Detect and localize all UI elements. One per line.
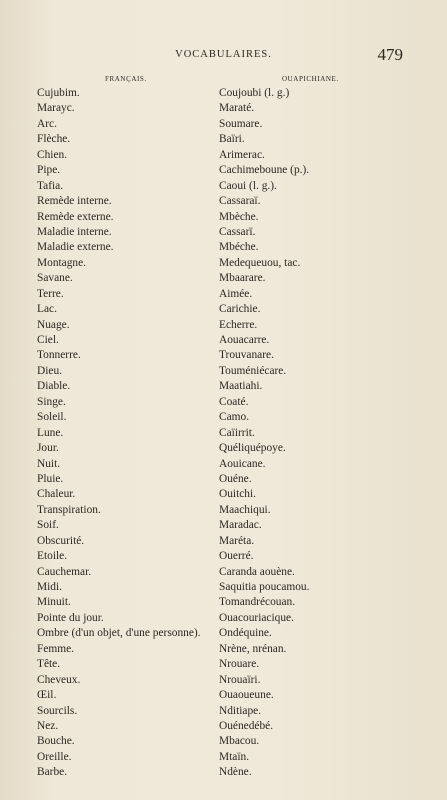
french-term: Jour. [37, 442, 59, 455]
french-term: Soif. [37, 519, 59, 532]
ouapichiane-term: Cassaraï. [219, 195, 261, 208]
vocabulary-row [37, 410, 427, 425]
french-term: Remède interne. [37, 195, 112, 208]
vocabulary-row [37, 271, 427, 286]
french-term: Cheveux. [37, 673, 81, 686]
vocabulary-row [37, 210, 427, 225]
french-term: Etoile. [37, 550, 68, 563]
vocabulary-row [37, 163, 427, 178]
vocabulary-row [37, 549, 427, 564]
vocabulary-row [37, 765, 427, 780]
vocabulary-row [37, 101, 427, 116]
ouapichiane-term: Caïirrit. [219, 426, 255, 439]
ouapichiane-term: Caranda aouène. [219, 565, 295, 578]
vocabulary-row [37, 626, 427, 641]
french-term: Femme. [37, 642, 75, 655]
ouapichiane-term: Ouaoueune. [219, 689, 274, 702]
ouapichiane-term: Soumare. [219, 117, 263, 130]
column-header-ouapichiane: OUAPICHIANE. [282, 75, 339, 83]
french-term: Tonnerre. [37, 349, 81, 362]
ouapichiane-term: Mtaïn. [219, 750, 250, 763]
french-term: Nuage. [37, 318, 70, 331]
french-term: Flèche. [37, 133, 71, 146]
vocabulary-row [37, 132, 427, 147]
ouapichiane-term: Ouéne. [219, 472, 252, 485]
vocabulary-row [37, 719, 427, 734]
ouapichiane-term: Camo. [219, 411, 250, 424]
vocabulary-row [37, 302, 427, 317]
french-term: Sourcils. [37, 704, 78, 717]
vocabulary-row [37, 642, 427, 657]
french-term: Montagne. [37, 256, 87, 269]
ouapichiane-term: Arimerac. [219, 148, 265, 161]
ouapichiane-term: Aouicane. [219, 457, 266, 470]
french-term: Remède externe. [37, 210, 114, 223]
french-term: Obscurité. [37, 534, 85, 547]
vocabulary-row [37, 148, 427, 163]
ouapichiane-term: Carichie. [219, 303, 261, 316]
ouapichiane-term: Nditiape. [219, 704, 262, 717]
ouapichiane-term: Nrouare. [219, 658, 260, 671]
ouapichiane-term: Ouénedébé. [219, 719, 274, 732]
french-term: Terre. [37, 287, 64, 300]
vocabulary-row [37, 595, 427, 610]
ouapichiane-term: Maatiahi. [219, 380, 263, 393]
vocabulary-row [37, 240, 427, 255]
french-term: Arc. [37, 117, 57, 130]
ouapichiane-term: Maradac. [219, 519, 262, 532]
ouapichiane-term: Mbacou. [219, 735, 260, 748]
ouapichiane-term: Baïri. [219, 133, 245, 146]
french-term: Pipe. [37, 164, 61, 177]
french-term: Lac. [37, 303, 57, 316]
french-term: Minuit. [37, 596, 71, 609]
vocabulary-row [37, 333, 427, 348]
ouapichiane-term: Touméniécare. [219, 364, 287, 377]
vocabulary-row [37, 565, 427, 580]
vocabulary-row [37, 86, 427, 101]
vocabulary-row [37, 364, 427, 379]
vocabulary-row [37, 318, 427, 333]
french-term: Tafia. [37, 179, 64, 192]
french-term: Oreille. [37, 750, 72, 763]
ouapichiane-term: Medequeuou, tac. [219, 256, 301, 269]
french-term: Pluie. [37, 472, 64, 485]
vocabulary-row [37, 750, 427, 765]
vocabulary-row [37, 225, 427, 240]
french-term: Transpiration. [37, 503, 101, 516]
vocabulary-row [37, 518, 427, 533]
vocabulary-row [37, 395, 427, 410]
ouapichiane-term: Coaté. [219, 395, 249, 408]
vocabulary-row [37, 657, 427, 672]
french-term: Soleil. [37, 411, 67, 424]
vocabulary-row [37, 348, 427, 363]
vocabulary-row [37, 611, 427, 626]
vocabulary-row [37, 734, 427, 749]
vocabulary-row [37, 117, 427, 132]
french-term: Lune. [37, 426, 64, 439]
ouapichiane-term: Maachiqui. [219, 503, 271, 516]
french-term: Maladie externe. [37, 241, 114, 254]
french-term: Dieu. [37, 364, 62, 377]
french-term: Chaleur. [37, 488, 76, 501]
page-number: 479 [377, 45, 403, 64]
vocabulary-row [37, 503, 427, 518]
ouapichiane-term: Mbèche. [219, 210, 259, 223]
ouapichiane-term: Aimée. [219, 287, 253, 300]
french-term: Œil. [37, 689, 57, 702]
ouapichiane-term: Ondéquine. [219, 627, 272, 640]
french-term: Cujubim. [37, 87, 80, 99]
vocabulary-row [37, 457, 427, 472]
vocabulary-row [37, 441, 427, 456]
vocabulary-list [37, 86, 427, 781]
french-term: Singe. [37, 395, 66, 408]
vocabulary-row [37, 534, 427, 549]
french-term: Chien. [37, 148, 68, 161]
vocabulary-row [37, 688, 427, 703]
french-term: Savane. [37, 272, 73, 285]
ouapichiane-term: Maréta. [219, 534, 255, 547]
ouapichiane-term: Tomandrécouan. [219, 596, 296, 609]
french-term: Barbe. [37, 766, 68, 779]
ouapichiane-term: Coujoubi (l. g.) [219, 87, 290, 99]
vocabulary-row [37, 179, 427, 194]
column-header-francais: FRANÇAIS. [105, 75, 147, 83]
french-term: Nuit. [37, 457, 61, 470]
ouapichiane-term: Ouacouriacique. [219, 611, 294, 624]
french-term: Cauchemar. [37, 565, 92, 578]
french-term: Midi. [37, 581, 63, 593]
ouapichiane-term: Mbaarare. [219, 272, 266, 285]
french-term: Ciel. [37, 334, 59, 346]
french-term: Nez. [37, 719, 59, 732]
ouapichiane-term: Ouitchi. [219, 488, 257, 501]
vocabulary-row [37, 704, 427, 719]
ouapichiane-term: Nrouaïri. [219, 673, 261, 686]
ouapichiane-term: Saquitia poucamou. [219, 581, 310, 593]
french-term: Tête. [37, 658, 61, 671]
vocabulary-row [37, 487, 427, 502]
ouapichiane-term: Quéliquépoye. [219, 442, 286, 455]
vocabulary-row [37, 256, 427, 271]
ouapichiane-term: Mbéche. [219, 241, 259, 254]
vocabulary-row [37, 426, 427, 441]
french-term: Maladie interne. [37, 225, 112, 238]
french-term: Pointe du jour. [37, 611, 104, 624]
vocabulary-row [37, 472, 427, 487]
ouapichiane-term: Ndène. [219, 766, 252, 779]
french-term: Bouche. [37, 735, 75, 748]
ouapichiane-term: Caoui (l. g.). [219, 179, 277, 192]
vocabulary-row [37, 379, 427, 394]
ouapichiane-term: Cachimeboune (p.). [219, 164, 310, 177]
ouapichiane-term: Echerre. [219, 318, 258, 331]
french-term: Ombre (d'un objet, d'une personne). [37, 627, 201, 640]
ouapichiane-term: Maraté. [219, 102, 255, 115]
vocabulary-row [37, 287, 427, 302]
vocabulary-row [37, 673, 427, 688]
ouapichiane-term: Trouvanare. [219, 349, 274, 362]
vocabulary-row [37, 194, 427, 209]
ouapichiane-term: Cassarï. [219, 225, 256, 238]
french-term: Marayc. [37, 102, 75, 115]
ouapichiane-term: Aouacarre. [219, 334, 270, 346]
vocabulary-row [37, 580, 427, 595]
ouapichiane-term: Nrène, nrénan. [219, 642, 287, 655]
french-term: Diable. [37, 380, 71, 393]
ouapichiane-term: Ouerré. [219, 550, 254, 563]
running-title: VOCABULAIRES. [175, 49, 272, 60]
